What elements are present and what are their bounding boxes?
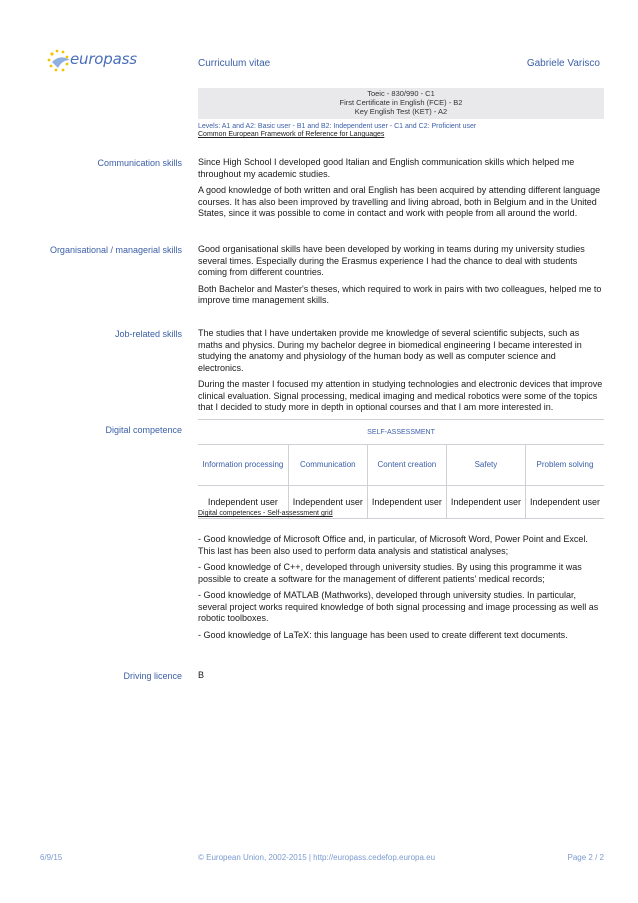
paragraph: Good organisational skills have been developed by working in teams during my university studies several times. Especially during the Erasmus experience I had the chance to deal with students coming from different countries. <box>198 244 585 277</box>
value-problem-solving: Independent user <box>525 486 604 519</box>
value-communication: Independent user <box>288 486 367 519</box>
driving-licence-value: B <box>198 670 205 680</box>
value-content-creation: Independent user <box>367 486 446 519</box>
certificate-ket: Key English Test (KET) - A2 <box>354 107 448 116</box>
cefr-link[interactable]: Common European Framework of Reference for Languages <box>198 131 385 138</box>
cv-owner-name: Gabriele Varisco <box>526 58 600 69</box>
organisational-skills-label: Organisational / managerial skills <box>49 245 182 255</box>
footer-page-number: Page 2 / 2 <box>567 853 604 862</box>
logo-text: europass <box>70 50 137 68</box>
header-safety: Safety <box>446 445 525 486</box>
job-related-skills-text <box>198 328 603 419</box>
job-related-skills-label: Job-related skills <box>114 329 182 339</box>
paragraph: - Good knowledge of Microsoft Office and, in particular, of Microsoft Word, Power Point and Excel. This last has been also used to perform data analysis and statistical analyses; <box>198 534 588 556</box>
certificate-fce: First Certificate in English (FCE) - B2 <box>339 98 463 107</box>
header-content-creation: Content creation <box>367 445 446 486</box>
header-communication: Communication <box>288 445 367 486</box>
self-assessment-grid-link[interactable]: Digital competences - Self-assessment grid <box>198 510 333 517</box>
value-safety: Independent user <box>446 486 525 519</box>
driving-licence-label: Driving licence <box>123 671 182 681</box>
paragraph: - Good knowledge of LaTeX: this language has been used to create different text documents. <box>198 629 568 640</box>
value-information-processing: Independent user <box>198 486 288 519</box>
communication-skills-label: Communication skills <box>97 158 182 168</box>
header-problem-solving: Problem solving <box>525 445 604 486</box>
language-certificates <box>198 88 604 119</box>
footer-date: 6/9/15 <box>40 853 63 862</box>
self-assessment-table <box>198 419 604 519</box>
paragraph: The studies that I have undertaken provide me knowledge of several scientific subjects, such as maths and physics. During my bachelor degree in biomedical engineering I became interested in studying the anatomy and physiology of the human body as well as computer science and electronics. <box>198 328 582 373</box>
footer-copyright[interactable]: © European Union, 2002-2015 | http://europass.cedefop.europa.eu <box>198 853 436 862</box>
self-assessment-title: SELF-ASSESSMENT <box>198 420 604 445</box>
paragraph: Since High School I developed good Italian and English communication skills which helped me throughout my academic studies. <box>198 157 575 179</box>
paragraph: - Good knowledge of MATLAB (Mathworks), developed through university studies. In particular, several project works required knowledge of both signal processing and image processing as well as robotic toolboxes. <box>198 590 599 623</box>
certificate-toeic: Toeic - 830/990 - C1 <box>367 89 435 98</box>
paragraph: A good knowledge of both written and oral English has been acquired by attending different language courses. It has also been improved by travelling and living abroad, both in Belgium and in the United States, since it was possible to come in contact and work with people from all around the world. <box>198 185 601 218</box>
paragraph: Both Bachelor and Master's theses, which required to work in pairs with two colleagues, helped me to improve time management skills. <box>198 283 602 305</box>
organisational-skills-text <box>198 244 603 312</box>
paragraph: - Good knowledge of C++, developed through university studies. By using this programme it was possible to create a software for the management of different patients' medical records; <box>198 562 582 584</box>
section-title: Curriculum vitae <box>198 58 271 69</box>
levels-note: Levels: A1 and A2: Basic user - B1 and B2: Independent user - C1 and C2: Proficient user <box>198 123 477 130</box>
digital-competence-text <box>198 534 603 646</box>
header-information-processing: Information processing <box>198 445 288 486</box>
communication-skills-text <box>198 157 603 225</box>
digital-competence-label: Digital competence <box>105 425 182 435</box>
paragraph: During the master I focused my attention in studying technologies and electronic devices that improve clinical evaluation. Signal processing, medical imaging and medical robotics were some of the topics that I decided to study more in depth in optional courses and that I am more interested in. <box>198 379 603 412</box>
